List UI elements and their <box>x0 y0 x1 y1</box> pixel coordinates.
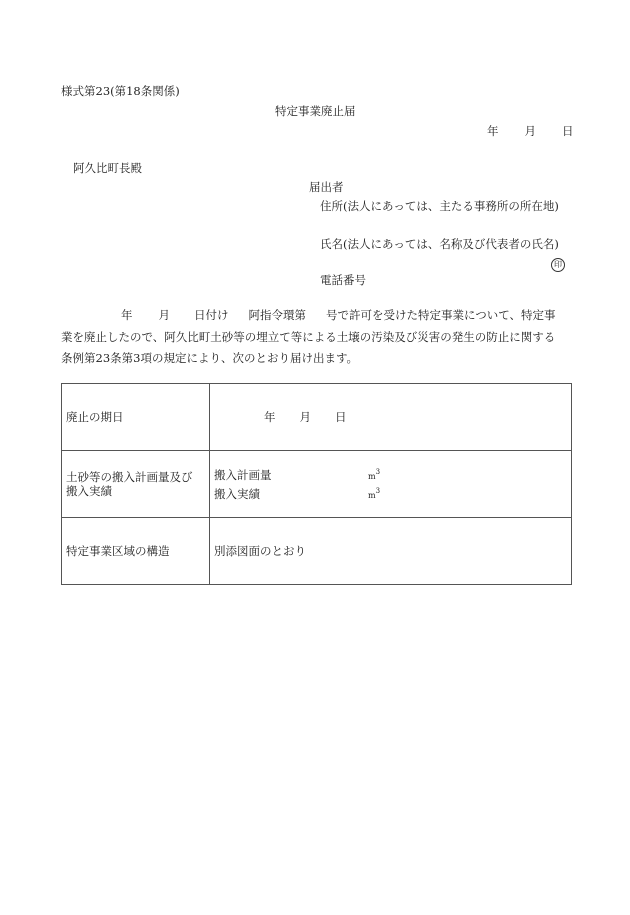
body-line-2: 業を廃止したので、阿久比町土砂等の埋立て等による土壌の汚染及び災害の発生の防止に関する <box>61 330 556 344</box>
address-label: 住所(法人にあっては、主たる事務所の所在地) <box>320 199 559 213</box>
phone-label: 電話番号 <box>320 273 366 287</box>
seal-icon: 印 <box>551 256 565 272</box>
table-row-soil-volume <box>62 451 572 518</box>
details-table <box>61 383 572 585</box>
date-day: 日 <box>562 124 574 138</box>
actual-volume: 搬入実績 $m^3$ <box>214 486 381 501</box>
site-structure-value[interactable]: 別添図面のとおり <box>210 518 572 585</box>
soil-volume-value[interactable] <box>210 451 572 518</box>
soil-volume-label: 土砂等の搬入計画量及び 搬入実績 <box>62 451 210 518</box>
abolition-date-value[interactable]: 年 月 日 <box>210 384 572 451</box>
body-line-1: 年 月 日付け 阿指令環第 号で許可を受けた特定事業について、特定事 <box>121 308 556 322</box>
page-title: 特定事業廃止届 <box>275 104 356 118</box>
form-number: 様式第23(第18条関係) <box>61 84 180 98</box>
abolition-date-label: 廃止の期日 <box>62 384 210 451</box>
addressee: 阿久比町長殿 <box>73 161 142 175</box>
body-line-3: 条例第23条第3項の規定により、次のとおり届け出ます。 <box>61 351 359 365</box>
name-label: 氏名(法人にあっては、名称及び代表者の氏名) <box>320 237 559 251</box>
submission-date <box>487 124 574 138</box>
planned-volume: 搬入計画量 $m^3$ <box>214 468 381 482</box>
date-year: 年 <box>487 124 499 138</box>
date-month: 月 <box>524 124 536 138</box>
table-row-abolition-date <box>62 384 572 451</box>
table-row-site-structure <box>62 518 572 585</box>
site-structure-label: 特定事業区域の構造 <box>62 518 210 585</box>
applicant-heading: 届出者 <box>309 180 344 194</box>
